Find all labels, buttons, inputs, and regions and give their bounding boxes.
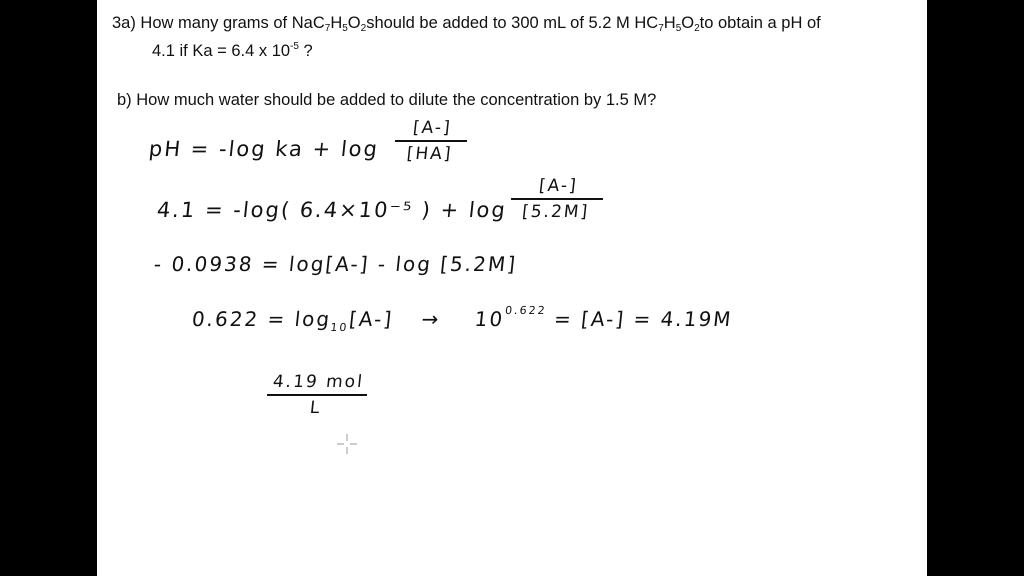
crosshair-cursor-icon — [337, 434, 357, 454]
fraction-denominator: [HA] — [405, 144, 454, 164]
work-line-1-fraction — [393, 118, 470, 164]
fraction-numerator: [A-] — [411, 118, 453, 138]
fraction-numerator: 4.19 mol — [271, 372, 365, 392]
arrow-icon: → — [420, 307, 442, 331]
fraction-denominator: L — [308, 398, 323, 418]
work-line-4: $0.622 = \log_{10}[A-] \to 10^{0.622} = [A-] = 4.19M$ — [190, 304, 734, 334]
work-line-2-fraction — [509, 176, 606, 222]
fraction-numerator: [A-] — [537, 176, 579, 196]
fraction-bar — [511, 198, 603, 200]
question-a-line1: 3a) How many grams of $NaC_7H_5O_2should$ be added to 300 mL of 5.2 M $HC_7H_5O_2to$ obtain a pH of — [112, 14, 821, 34]
work-line-1-lhs: pH = -log ka + log — [147, 137, 381, 161]
fraction-bar — [395, 140, 467, 142]
question-b: b) How much water should be added to dilute the concentration by 1.5 M? — [117, 91, 657, 109]
question-a-line2: 4.1 if Ka = 6.4 x $10^{-5}$ ? — [152, 41, 313, 60]
fraction-bar — [267, 394, 367, 396]
whiteboard-page — [97, 0, 927, 576]
work-line-3: - 0.0938 = log[A-] - log [5.2M] — [152, 252, 519, 276]
work-line-5-fraction — [265, 372, 370, 418]
work-line-2-lhs: 4.1 = -log( 6.4×10⁻⁵ ) + log — [155, 198, 509, 222]
fraction-denominator: [5.2M] — [521, 202, 591, 222]
